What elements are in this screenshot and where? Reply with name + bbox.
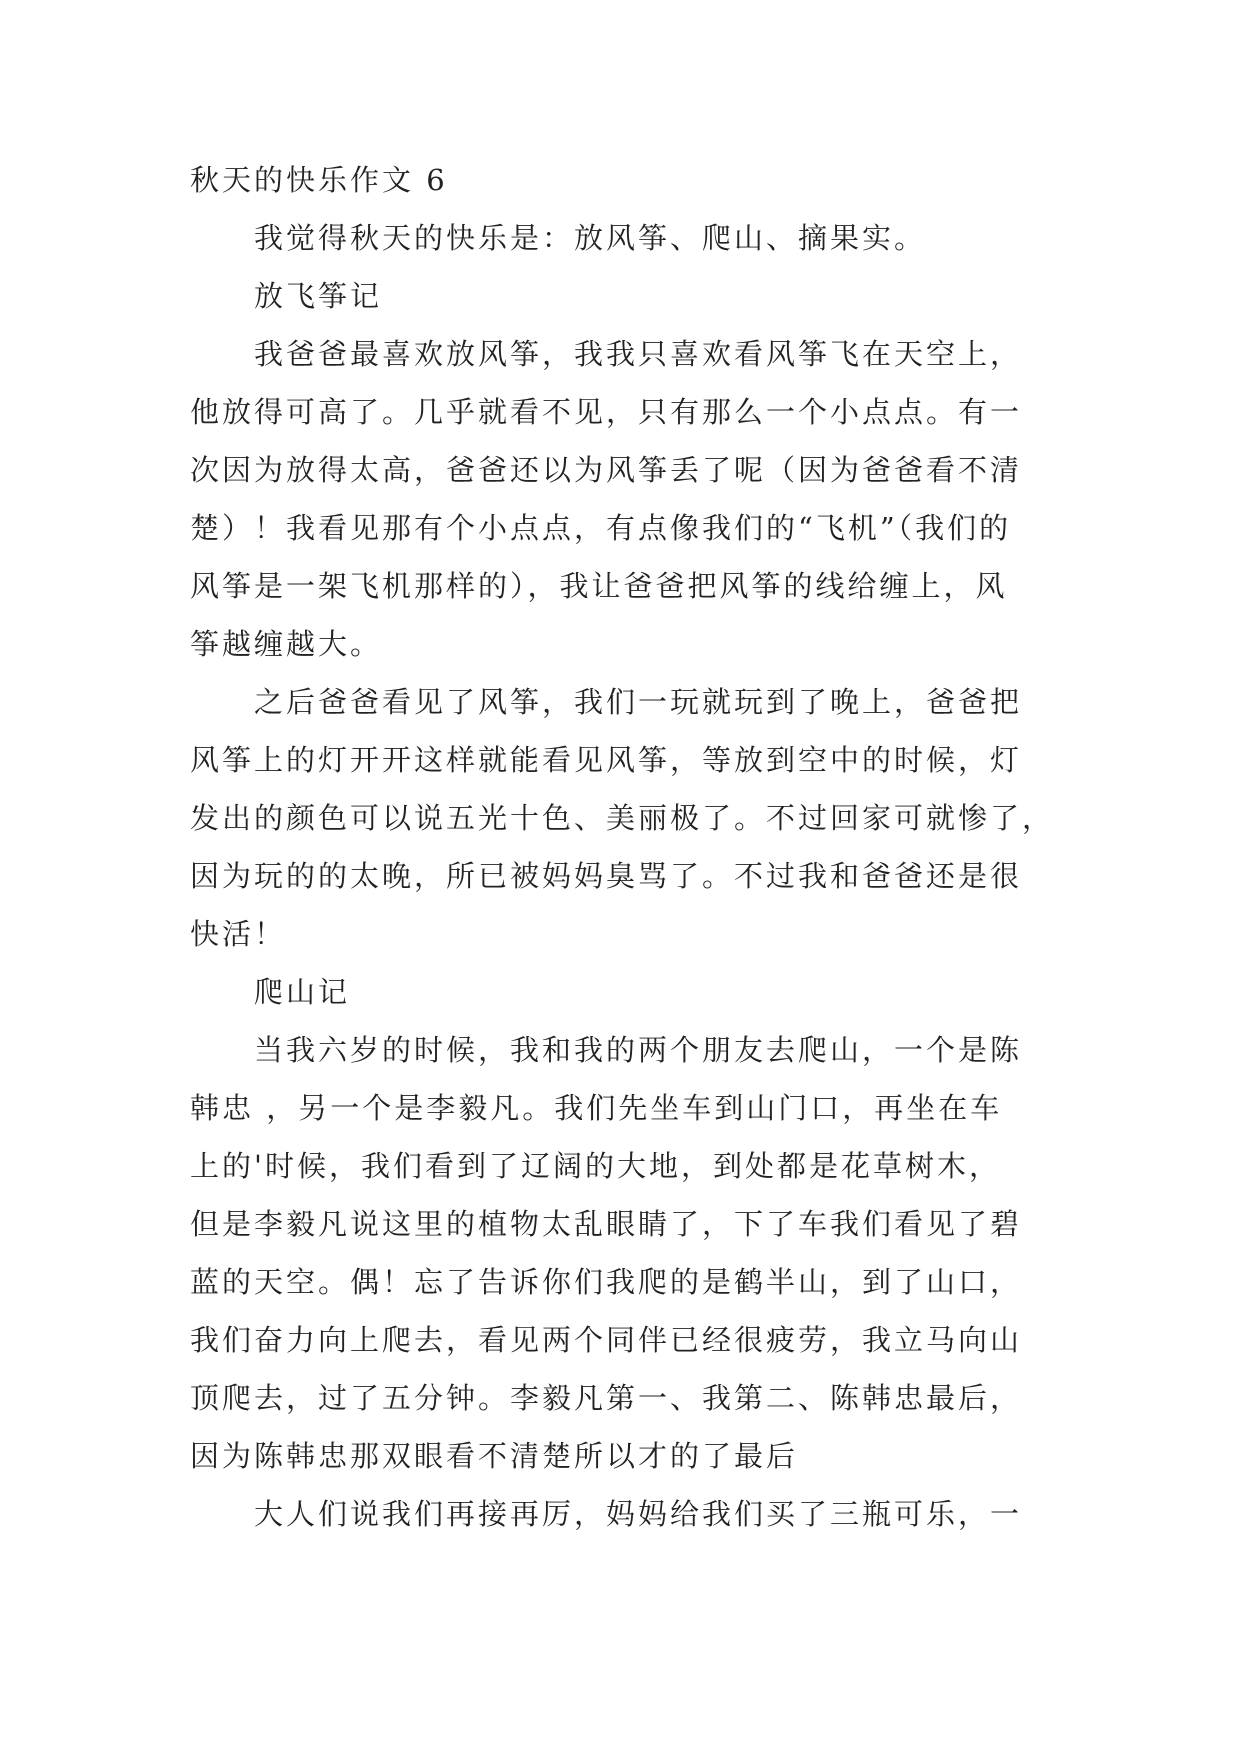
section-heading-mountain: 爬山记 bbox=[254, 975, 351, 1009]
paragraph-line: 筝越缠越大。 bbox=[190, 627, 383, 661]
paragraph-line: 因为玩的的太晚，所已被妈妈臭骂了。不过我和爸爸还是很 bbox=[190, 859, 1023, 893]
paragraph-line: 蓝的天空。偶！忘了告诉你们我爬的是鹤半山，到了山口， bbox=[190, 1265, 1023, 1299]
paragraph-line: 韩忠 ，另一个是李毅凡。我们先坐车到山门口，再坐在车 bbox=[190, 1091, 1003, 1125]
paragraph-line: 之后爸爸看见了风筝，我们一玩就玩到了晚上，爸爸把 bbox=[254, 685, 1023, 719]
paragraph-line: 快活！ bbox=[190, 917, 287, 951]
paragraph-line: 楚）！我看见那有个小点点，有点像我们的“飞机”（我们的 bbox=[190, 511, 1012, 545]
paragraph-line: 风筝是一架飞机那样的），我让爸爸把风筝的线给缠上，风 bbox=[190, 569, 1008, 603]
paragraph-line: 顶爬去，过了五分钟。李毅凡第一、我第二、陈韩忠最后， bbox=[190, 1381, 1023, 1415]
paragraph-line: 上的'时候，我们看到了辽阔的大地，到处都是花草树木， bbox=[190, 1149, 1001, 1183]
document-page bbox=[190, 160, 1060, 1552]
paragraph-kite-1 bbox=[190, 334, 1060, 664]
paragraph-line: 风筝上的灯开开这样就能看见风筝，等放到空中的时候，灯 bbox=[190, 743, 1023, 777]
section-heading-kite: 放飞筝记 bbox=[254, 279, 383, 313]
paragraph-line: 我们奋力向上爬去，看见两个同伴已经很疲劳，我立马向山 bbox=[190, 1323, 1023, 1357]
intro-paragraph: 我觉得秋天的快乐是：放风筝、爬山、摘果实。 bbox=[254, 221, 927, 255]
paragraph-line: 他放得可高了。几乎就看不见，只有那么一个小点点。有一 bbox=[190, 395, 1023, 429]
paragraph-mountain-2 bbox=[190, 1494, 1060, 1534]
paragraph-line: 大人们说我们再接再厉，妈妈给我们买了三瓶可乐，一 bbox=[254, 1497, 1023, 1531]
paragraph-line: 但是李毅凡说这里的植物太乱眼睛了，下了车我们看见了碧 bbox=[190, 1207, 1023, 1241]
paragraph-line: 当我六岁的时候，我和我的两个朋友去爬山，一个是陈 bbox=[254, 1033, 1023, 1067]
paragraph-line: 我爸爸最喜欢放风筝，我我只喜欢看风筝飞在天空上， bbox=[254, 337, 1023, 371]
paragraph-kite-2 bbox=[190, 682, 1060, 954]
document-title: 秋天的快乐作文 6 bbox=[190, 163, 448, 197]
paragraph-line: 次因为放得太高，爸爸还以为风筝丢了呢（因为爸爸看不清 bbox=[190, 453, 1023, 487]
paragraph-line: 因为陈韩忠那双眼看不清楚所以才的了最后 bbox=[190, 1439, 799, 1473]
paragraph-mountain-1 bbox=[190, 1030, 1060, 1476]
paragraph-line: 发出的颜色可以说五光十色、美丽极了。不过回家可就惨了， bbox=[190, 801, 1055, 835]
